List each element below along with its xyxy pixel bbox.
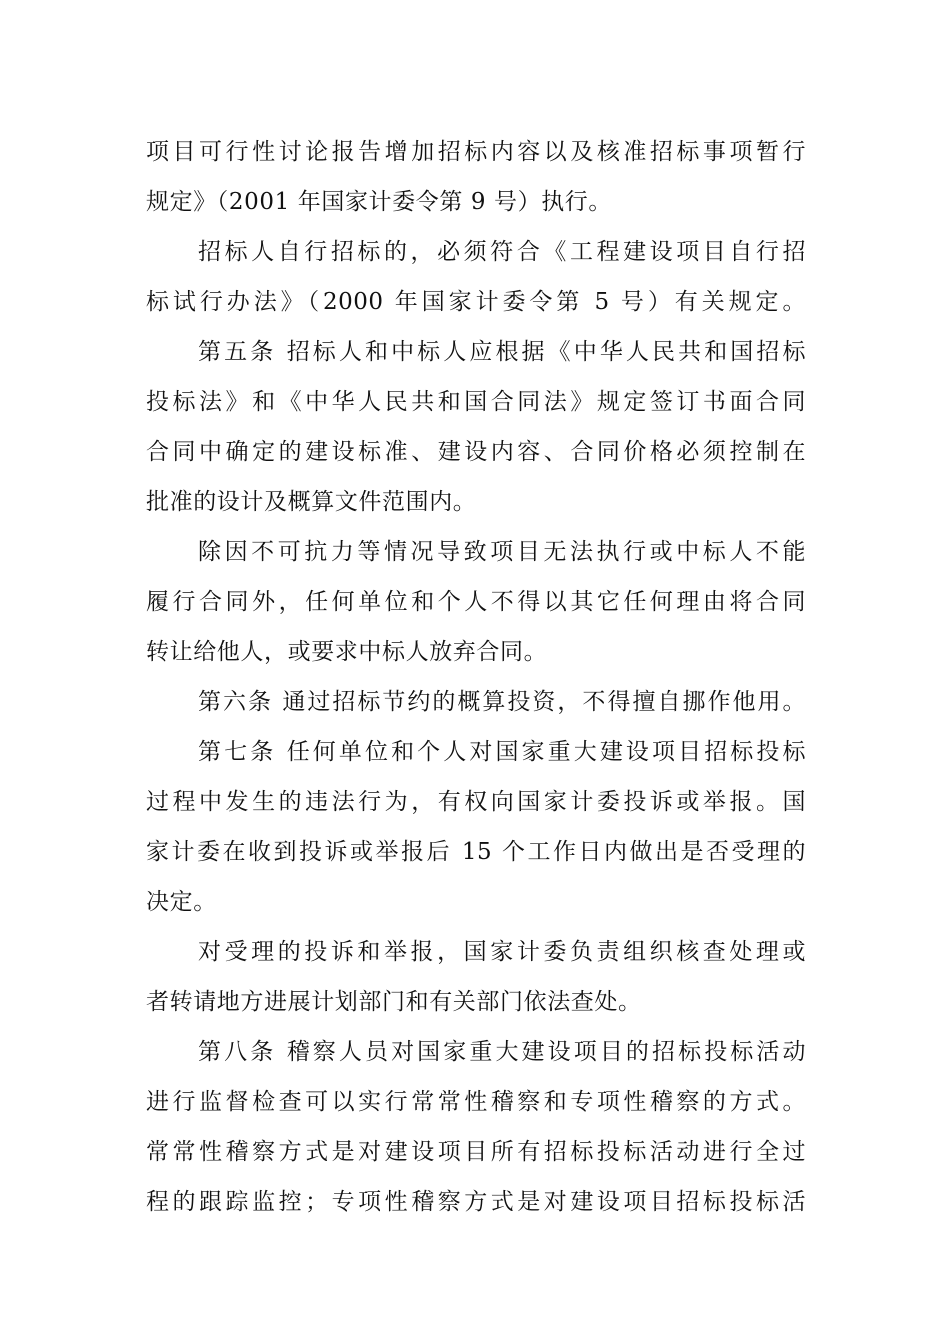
text-line: 决定。 [146, 889, 217, 915]
text-line: 者转请地方进展计划部门和有关部门依法查处。 [146, 989, 642, 1015]
text-line: 第六条 通过招标节约的概算投资，不得擅自挪作他用。 [198, 689, 806, 715]
text-line: 程的跟踪监控；专项性稽察方式是对建设项目招标投标活 [146, 1189, 806, 1215]
text-line: 转让给他人，或要求中标人放弃合同。 [146, 639, 548, 665]
text-line: 招标人自行招标的，必须符合《工程建设项目自行招 [198, 239, 806, 265]
text-line: 过程中发生的违法行为，有权向国家计委投诉或举报。国 [146, 789, 806, 815]
text-line: 对受理的投诉和举报，国家计委负责组织核查处理或 [198, 939, 806, 965]
text-line: 项目可行性讨论报告增加招标内容以及核准招标事项暂行 [146, 139, 806, 165]
text-line: 标试行办法》（2000 年国家计委令第 5 号）有关规定。 [146, 289, 806, 315]
text-line: 合同中确定的建设标准、建设内容、合同价格必须控制在 [146, 439, 806, 465]
text-line: 家计委在收到投诉或举报后 15 个工作日内做出是否受理的 [146, 839, 806, 865]
text-line: 除因不可抗力等情况导致项目无法执行或中标人不能 [198, 539, 806, 565]
text-line: 批准的设计及概算文件范围内。 [146, 489, 477, 515]
text-line: 投标法》和《中华人民共和国合同法》规定签订书面合同 [146, 389, 806, 415]
text-line: 履行合同外，任何单位和个人不得以其它任何理由将合同 [146, 589, 806, 615]
text-line: 进行监督检查可以实行常常性稽察和专项性稽察的方式。 [146, 1089, 806, 1115]
text-line: 第八条 稽察人员对国家重大建设项目的招标投标活动 [198, 1039, 806, 1065]
text-line: 常常性稽察方式是对建设项目所有招标投标活动进行全过 [146, 1139, 806, 1165]
text-line: 第七条 任何单位和个人对国家重大建设项目招标投标 [198, 739, 806, 765]
text-line: 规定》（2001 年国家计委令第 9 号）执行。 [146, 189, 612, 215]
text-line: 第五条 招标人和中标人应根据《中华人民共和国招标 [198, 339, 806, 365]
